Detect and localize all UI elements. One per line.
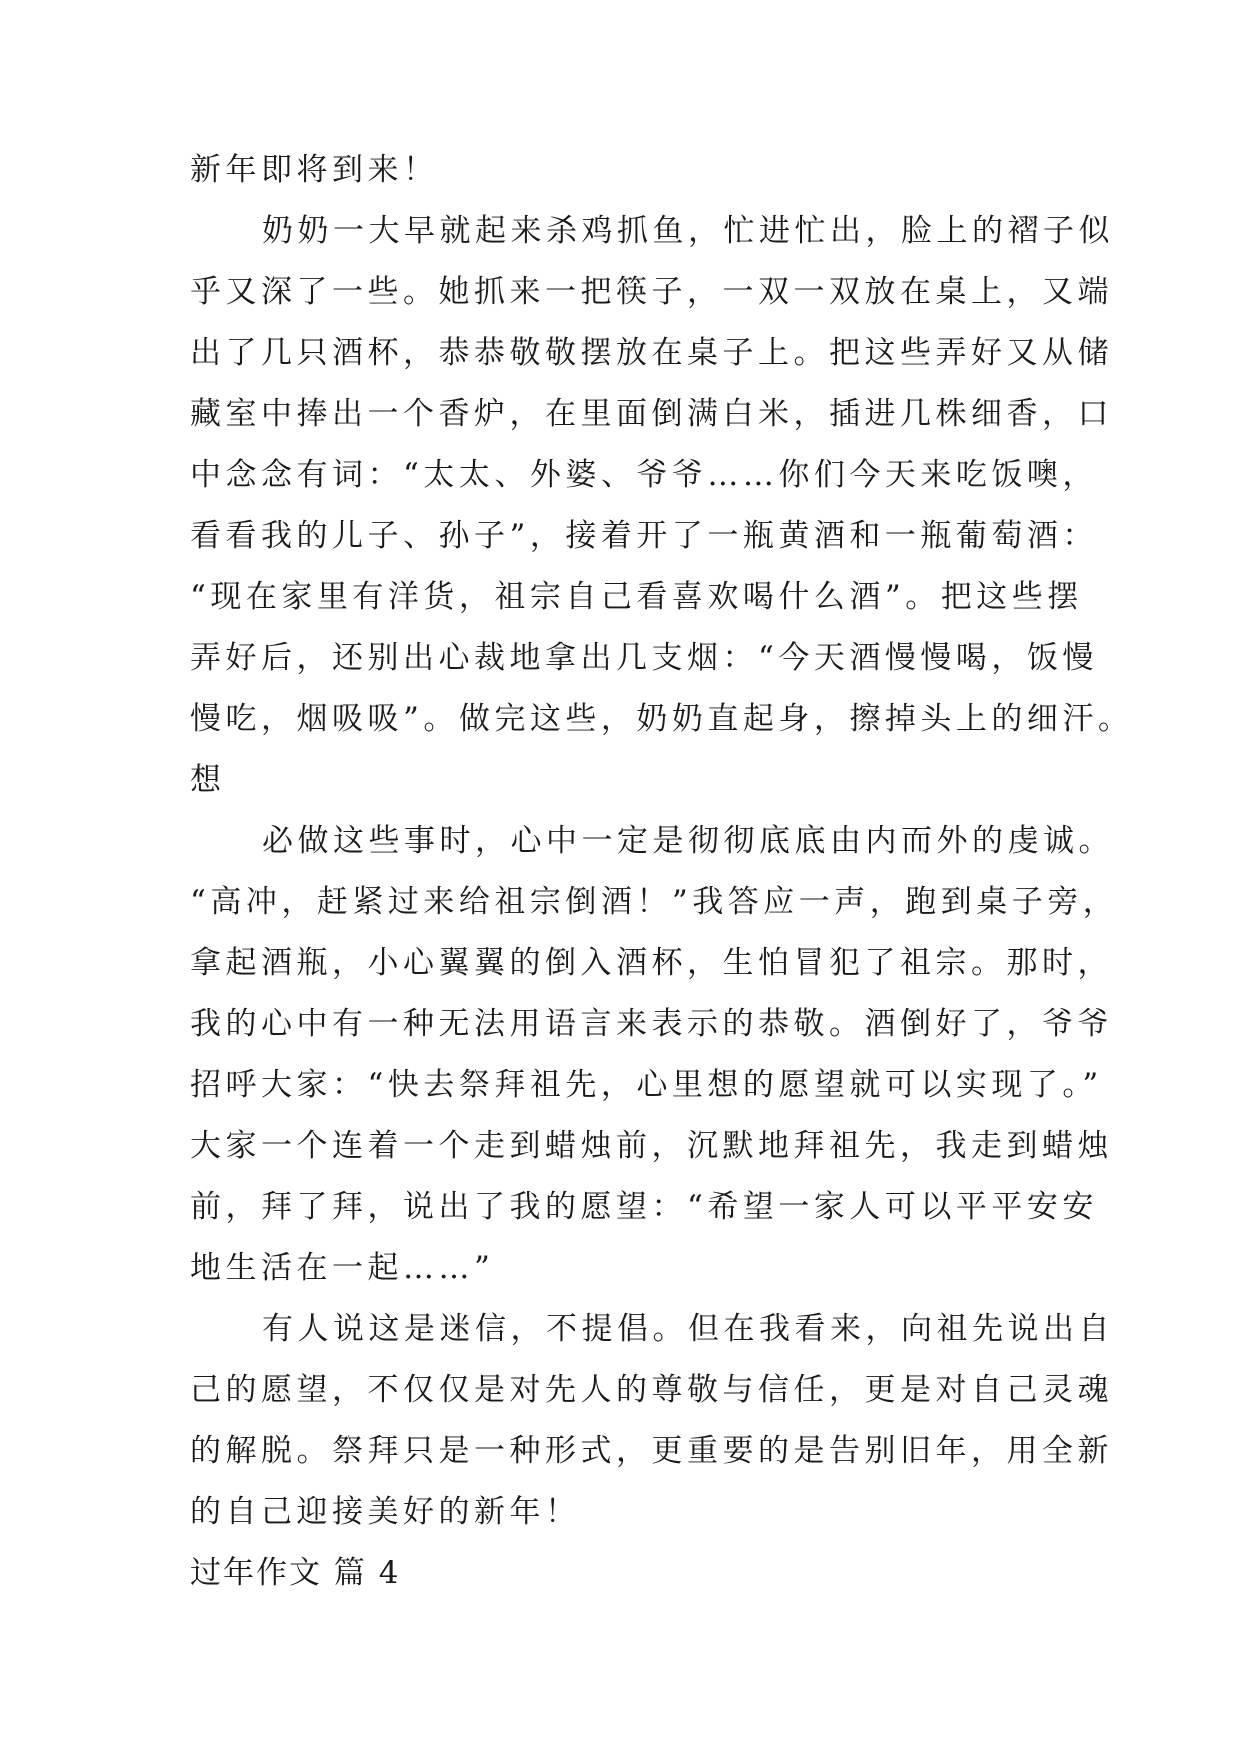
text-line: 招呼大家：“快去祭拜祖先，心里想的愿望就可以实现了。” xyxy=(190,1067,1103,1103)
text-line: 慢吃，烟吸吸”。做完这些，奶奶直起身，擦掉头上的细汗。 xyxy=(190,701,1134,737)
text-line: 乎又深了一些。她抓来一把筷子，一双一双放在桌上，又端 xyxy=(190,274,1113,310)
text-line: 己的愿望，不仅仅是对先人的尊敬与信任，更是对自己灵魂 xyxy=(190,1372,1113,1408)
text-line: 弄好后，还别出心裁地拿出几支烟：“今天酒慢慢喝，饭慢 xyxy=(190,640,1098,676)
text-line: “高冲，赶紧过来给祖宗倒酒！”我答应一声，跑到桌子旁， xyxy=(190,884,1119,920)
text-line: 中念念有词：“太太、外婆、爷爷……你们今天来吃饭噢， xyxy=(190,457,1098,493)
section-heading: 过年作文 篇 4 xyxy=(190,1555,401,1591)
text-line: 拿起酒瓶，小心翼翼的倒入酒杯，生怕冒犯了祖宗。那时， xyxy=(190,945,1113,981)
text-line: 新年即将到来！ xyxy=(190,152,439,188)
text-line: 的自己迎接美好的新年！ xyxy=(190,1494,581,1530)
paragraph-start-line: 有人说这是迷信，不提倡。但在我看来，向祖先说出自 xyxy=(262,1311,1114,1347)
text-line: 大家一个连着一个走到蜡烛前，沉默地拜祖先，我走到蜡烛 xyxy=(190,1128,1113,1164)
text-line: 想 xyxy=(190,762,226,798)
paragraph-start-line: 奶奶一大早就起来杀鸡抓鱼，忙进忙出，脸上的褶子似 xyxy=(262,213,1114,249)
text-line: 藏室中捧出一个香炉，在里面倒满白米，插进几株细香，口 xyxy=(190,396,1113,432)
paragraph-start-line: 必做这些事时，心中一定是彻彻底底由内而外的虔诚。 xyxy=(262,823,1114,859)
text-line: “现在家里有洋货，祖宗自己看喜欢喝什么酒”。把这些摆 xyxy=(190,579,1083,615)
text-line: 地生活在一起……” xyxy=(190,1250,495,1286)
text-line: 前，拜了拜，说出了我的愿望：“希望一家人可以平平安安 xyxy=(190,1189,1098,1225)
text-line: 出了几只酒杯，恭恭敬敬摆放在桌子上。把这些弄好又从储 xyxy=(190,335,1113,371)
document-page xyxy=(190,140,1134,1604)
text-line: 我的心中有一种无法用语言来表示的恭敬。酒倒好了，爷爷 xyxy=(190,1006,1113,1042)
text-line: 的解脱。祭拜只是一种形式，更重要的是告别旧年，用全新 xyxy=(190,1433,1113,1469)
text-line: 看看我的儿子、孙子”，接着开了一瓶黄酒和一瓶葡萄酒： xyxy=(190,518,1098,554)
